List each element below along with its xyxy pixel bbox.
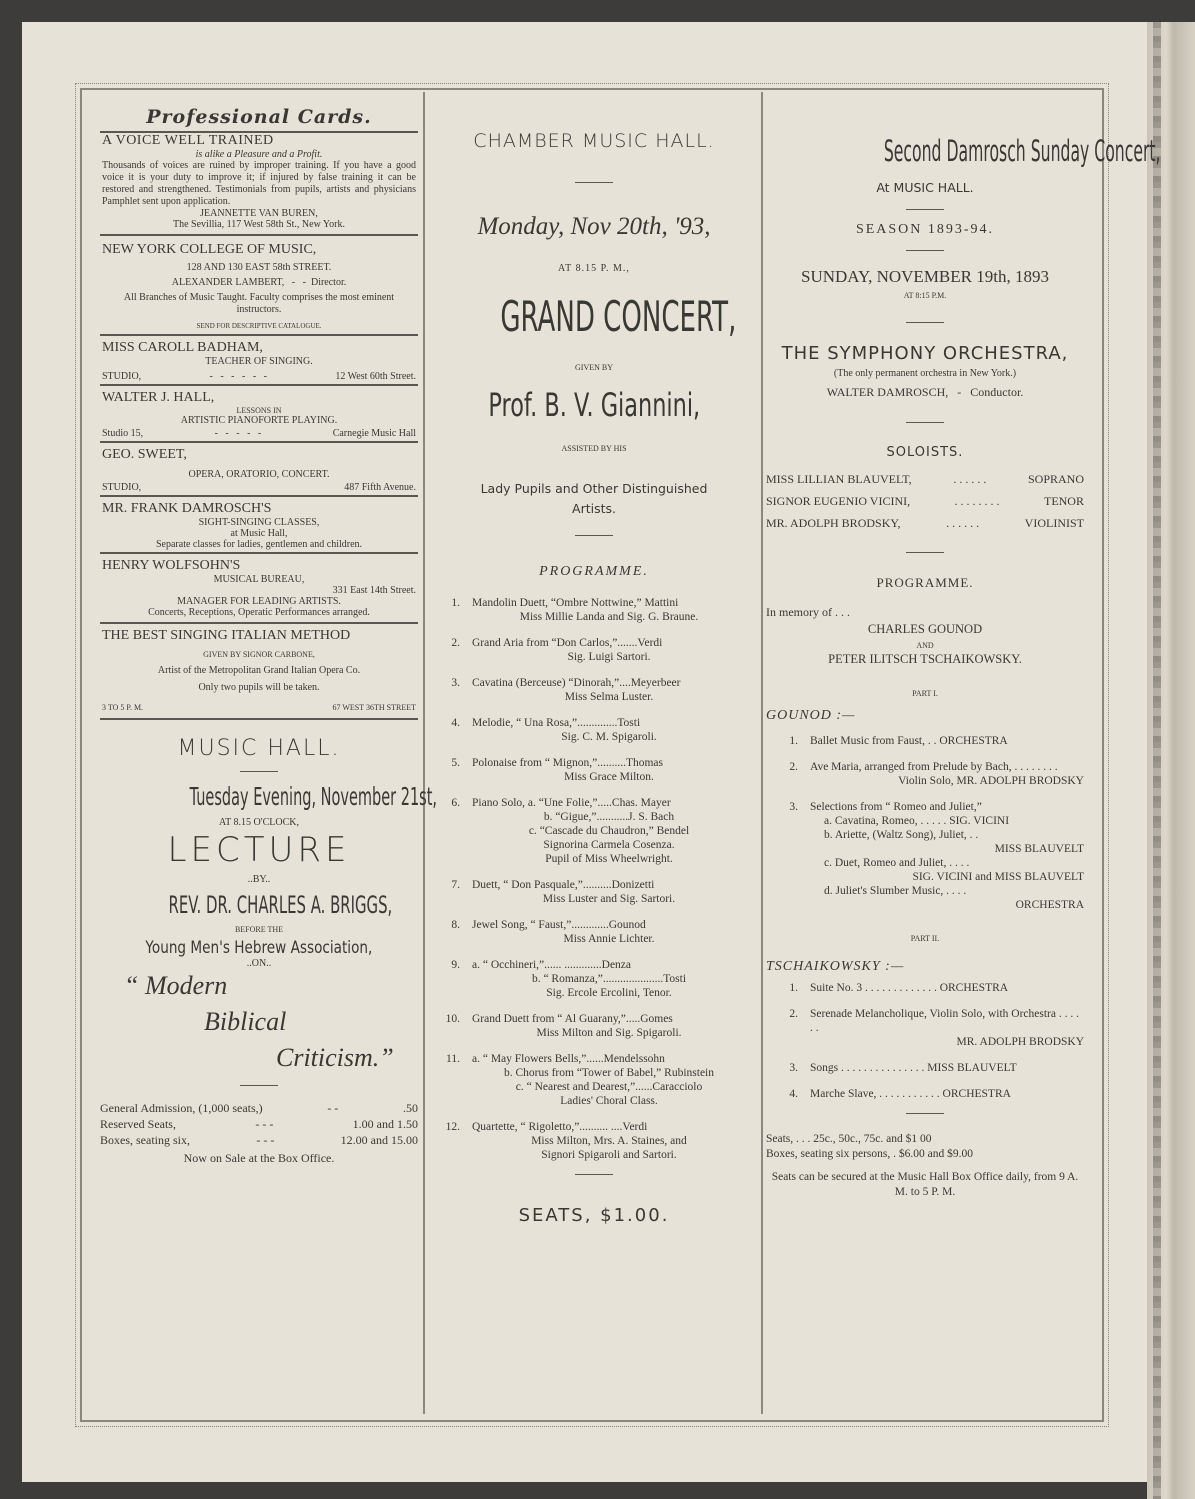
- soloist-row: MISS LILLIAN BLAUVELT, . . . . . . SOPRANO: [766, 472, 1084, 486]
- programme-item: [766, 1007, 1084, 1049]
- cards-header: Professional Cards.: [146, 106, 372, 128]
- programme-line: Mandolin Duett, “Ombre Nottwine,” Mattini: [472, 597, 679, 609]
- programme-item-number: 6.: [451, 797, 460, 809]
- programme-line: Grand Duett from “ Al Guarany,”.....Gomes: [472, 1013, 673, 1025]
- programme-item-number: 9.: [451, 959, 460, 971]
- programme-item: [766, 1061, 1084, 1075]
- programme-line: c. “Cascade du Chaudron,” Bendel: [528, 825, 690, 837]
- programme-item-number: 5.: [451, 757, 460, 769]
- programme-line: MISS BLAUVELT: [994, 843, 1084, 855]
- programme-item-number: 4.: [789, 1088, 798, 1100]
- orchestra-name: THE SYMPHONY ORCHESTRA,: [781, 343, 1069, 364]
- programme-line: Jewel Song, “ Faust,”.............Gounod: [472, 919, 646, 931]
- column-divider: [423, 92, 426, 1414]
- card-hall: WALTER J. HALL, LESSONS IN ARTISTIC PIANOFORTE PLAYING. Studio 15, - - - - - Carnegie Music Hall: [100, 390, 418, 443]
- programme-line: Ladies' Choral Class.: [560, 1095, 658, 1107]
- programme-item: [766, 1087, 1084, 1101]
- seats-price: SEATS, $1.00.: [518, 1205, 670, 1226]
- programme-line: SIG. VICINI and MISS BLAUVELT: [912, 871, 1084, 883]
- card-badham: MISS CAROLL BADHAM, TEACHER OF SINGING. STUDIO, - - - - - - 12 West 60th Street.: [100, 340, 418, 386]
- programme-line: Ave Maria, arranged from Prelude by Bach, . . . . . . . .: [810, 761, 1058, 773]
- programme-item-number: 1.: [789, 735, 798, 747]
- programme-item-number: 12.: [445, 1121, 460, 1133]
- programme-line: b. Ariette, (Waltz Song), Juliet, . .: [824, 829, 979, 841]
- programme-line: a. “ May Flowers Bells,”......Mendelssohn: [472, 1053, 665, 1065]
- programme-line: Miss Luster and Sig. Sartori.: [542, 893, 676, 905]
- programme-line: a. Cavatina, Romeo, . . . . . SIG. VICINI: [824, 815, 1010, 827]
- part-one-programme: [766, 734, 1084, 912]
- programme-item: [766, 734, 1084, 748]
- programme-line: b. Chorus from “Tower of Babel,” Rubinstein: [504, 1067, 714, 1079]
- programme-line: c. “ Nearest and Dearest,”......Caracciolo: [515, 1081, 703, 1093]
- programme-line: Sig. Luigi Sartori.: [567, 651, 651, 663]
- programme-line: Grand Aria from “Don Carlos,”.......Verdi: [472, 637, 663, 649]
- soloist-row: MR. ADOLPH BRODSKY, . . . . . . VIOLINIST: [766, 516, 1084, 530]
- concert-date: Monday, Nov 20th, '93,: [477, 213, 711, 240]
- programme-item-number: 11.: [446, 1053, 460, 1065]
- programme-line: Miss Annie Lichter.: [563, 933, 655, 945]
- damrosch-title: Second Damrosch Sunday Concert,: [883, 134, 1161, 168]
- grand-concert-programme: [428, 596, 760, 1162]
- card-ny-college: NEW YORK COLLEGE OF MUSIC, 128 AND 130 EAST 58th STREET. ALEXANDER LAMBERT, - - Director. All Branches of Music Taught. Faculty comprises the most eminent instructors. SEND FOR DESCRIPTIVE CATALOGUE.: [100, 242, 418, 336]
- programme-item: [766, 981, 1084, 995]
- programme-line: Miss Milton and Sig. Spigaroli.: [536, 1027, 682, 1039]
- programme-line: Marche Slave, . . . . . . . . . . . ORCHESTRA: [810, 1088, 1011, 1100]
- grand-concert-column: CHAMBER MUSIC HALL. Monday, Nov 20th, '93, AT 8.15 P. M., GRAND CONCERT, GIVEN BY Prof. B. V. Giannini, ASSISTED BY HIS Lady Pupils and Other Distinguished Artists. PROGRAMME. 1. Mandolin Duett, “Ombre Nottwine,” Mattini Miss Millie Landa and Sig. G. Braune. 2. Grand Aria from “Don Carlos,”.......Verdi Sig. Luigi Sartori. 3. Cavatina (Berceuse) “Dinorah,”....Meyerbeer Miss Selma Luster. 4. Melodie, “ Una Rosa,”..............Tosti Sig. C. M. Spigaroli. 5. Polonaise from “ Mignon,”..........Thomas Miss Grace Milton. 6. Piano Solo, a. “Une Folie,”.....Chas. Mayer b. “Gigue,”...........J. S. Bach c. “Cascade du Chaudron,” Bendel Signorina Carmela Cosenza. Pupil of Miss Wheelwright. 7. Duett, “ Don Pasquale,”..........Donizetti Miss Luster and Sig. Sartori. 8. Jewel Song, “ Faust,”.............Gounod Miss Annie Lichter. 9. a. “ Occhineri,”...... .............Denza b. “ Romanza,”.....................Tosti Sig. Ercole Ercolini, Tenor. 10. Grand Duett from “ Al Guarany,”.....Gomes Miss Milton and Sig. Spigaroli. 11. a. “ May Flowers Bells,”......Mendelssohn b. Chorus from “Tower of Babel,” Rubinstein c. “ Nearest and Dearest,”......Caracciolo Ladies' Choral Class. 12. Quartette, “ Rigoletto,”.......... ....Verdi Miss Milton, Mrs. A. Staines, and Signori Spigaroli and Sartori. SEATS, $1.00.: [428, 92, 760, 1414]
- programme-line: Duett, “ Don Pasquale,”..........Donizetti: [472, 879, 655, 891]
- programme-item-number: 3.: [451, 677, 460, 689]
- programme-item-number: 1.: [789, 982, 798, 994]
- programme-item: [428, 716, 746, 744]
- programme-item: [428, 756, 746, 784]
- programme-item: [428, 958, 746, 1000]
- price-row: Reserved Seats, - - - 1.00 and 1.50: [100, 1117, 418, 1131]
- programme-line: Violin Solo, MR. ADOLPH BRODSKY: [898, 775, 1084, 787]
- programme-line: Sig. C. M. Spigaroli.: [561, 731, 657, 743]
- programme-line: Miss Milton, Mrs. A. Staines, and: [531, 1135, 687, 1147]
- price-row: Boxes, seating six, - - - 12.00 and 15.00: [100, 1133, 418, 1147]
- programme-line: Signori Spigaroli and Sartori.: [541, 1149, 677, 1161]
- programme-line: a. “ Occhineri,”...... .............Denza: [472, 959, 632, 971]
- column-divider: [761, 92, 764, 1414]
- programme-item-number: 7.: [451, 879, 460, 891]
- programme-item: [428, 918, 746, 946]
- programme-line: Miss Selma Luster.: [564, 691, 654, 703]
- programme-item-number: 3.: [789, 801, 798, 813]
- price-row: General Admission, (1,000 seats,) - - .50: [100, 1101, 418, 1115]
- performer-name: Prof. B. V. Giannini,: [488, 386, 700, 424]
- card-carbone: THE BEST SINGING ITALIAN METHOD GIVEN BY SIGNOR CARBONE, Artist of the Metropolitan Grand Italian Opera Co. Only two pupils will be taken. 3 TO 5 P. M. 67 WEST 36TH STREET: [102, 628, 416, 712]
- programme-item-number: 8.: [451, 919, 460, 931]
- programme-item-number: 2.: [789, 1008, 798, 1020]
- programme-line: Serenade Melancholique, Violin Solo, with Orchestra . . . . . .: [810, 1008, 1079, 1034]
- programme-line: Melodie, “ Una Rosa,”..............Tosti: [472, 717, 641, 729]
- programme-item-number: 3.: [789, 1062, 798, 1074]
- programme-line: Pupil of Miss Wheelwright.: [545, 853, 673, 865]
- programme-line: Piano Solo, a. “Une Folie,”.....Chas. Mayer: [472, 797, 671, 809]
- page-edge: [1147, 22, 1195, 1499]
- programme-item: [428, 1052, 746, 1108]
- programme-line: Sig. Ercole Ercolini, Tenor.: [546, 987, 672, 999]
- programme-line: b. “Gigue,”...........J. S. Bach: [543, 811, 675, 823]
- damrosch-column: Second Damrosch Sunday Concert, At MUSIC HALL. SEASON 1893-94. SUNDAY, NOVEMBER 19th, 1893 AT 8:15 P.M. THE SYMPHONY ORCHESTRA, (The only permanent orchestra in New York.) WALTER DAMROSCH, - Conductor. SOLOISTS. MISS LILLIAN BLAUVELT, . . . . . . SOPRANO SIGNOR EUGENIO VICINI, . . . . . . . . TENOR MR. ADOLPH BRODSKY, . . . . . . VIOLINIST PROGRAMME. In memory of . . . CHARLES GOUNOD AND PETER ILITSCH TSCHAIKOWSKY. PART I. GOUNOD :— 1. Ballet Music from Faust, . . ORCHESTRA 2. Ave Maria, arranged from Prelude by Bach, . . . . . . . . Violin Solo, MR. ADOLPH BRODSKY 3. Selections from “ Romeo and Juliet,” a. Cavatina, Romeo, . . . . . SIG. VICINI b. Ariette, (Waltz Song), Juliet, . . MISS BLAUVELT c. Duet, Romeo and Juliet, . . . . SIG. VICINI and MISS BLAUVELT d. Juliet's Slumber Music, . . . . ORCHESTRA PART II. TSCHAIKOWSKY :— 1. Suite No. 3 . . . . . . . . . . . . . ORCHESTRA 2. Serenade Melancholique, Violin Solo, with Orchestra . . . . . . MR. ADOLPH BRODSKY 3. Songs . . . . . . . . . . . . . . . MISS BLAUVELT 4. Marche Slave, . . . . . . . . . . . ORCHESTRA Seats, . . . 25c., 50c., 75c. and $1 00 Boxes, seating six persons, . $6.00 and $9.00 Seats can be secured at the Music Hall Box Office daily, from 9 A. M. to 5 P. M.: [766, 134, 1161, 1198]
- programme-line: d. Juliet's Slumber Music, . . . .: [824, 885, 967, 897]
- lecture-ad: MUSIC HALL. Tuesday Evening, November 21st, AT 8.15 O'CLOCK, LECTURE ..BY.. REV. DR. CHARLES A. BRIGGS, BEFORE THE Young Men's Hebrew Association, ..ON.. “ Modern Biblical Criticism.” General Admission, (1,000 seats,) - - .50 Reserved Seats, - - - 1.00 and 1.50 Boxes, seating six, - - - 12.00 and 15.00 Now on Sale at the Box Office.: [100, 736, 438, 1165]
- programme-item: [428, 676, 746, 704]
- programme-line: Ballet Music from Faust, . . ORCHESTRA: [810, 735, 1008, 747]
- card-damrosch: MR. FRANK DAMROSCH'S SIGHT-SINGING CLASSES, at Music Hall, Separate classes for ladies, gentlemen and children.: [100, 501, 418, 554]
- programme-line: Quartette, “ Rigoletto,”.......... ....Verdi: [472, 1121, 648, 1133]
- programme-item-number: 2.: [789, 761, 798, 773]
- programme-line: Miss Grace Milton.: [564, 771, 654, 783]
- professional-cards-column: [100, 92, 438, 1414]
- concert-title: GRAND CONCERT,: [500, 292, 737, 341]
- programme-line: MR. ADOLPH BRODSKY: [956, 1036, 1084, 1048]
- programme-line: Cavatina (Berceuse) “Dinorah,”....Meyerbeer: [472, 677, 681, 689]
- programme-item-number: 1.: [451, 597, 460, 609]
- programme-item: [428, 796, 746, 866]
- programme-line: c. Duet, Romeo and Juliet, . . . .: [824, 857, 970, 869]
- programme-item: [428, 1012, 746, 1040]
- programme-item: [766, 760, 1084, 788]
- programme-item: [428, 878, 746, 906]
- card-voice: A VOICE WELL TRAINED is alike a Pleasure and a Profit. Thousands of voices are ruined by improper training. If you have a good voice it is your duty to improve it; if injured by false training it can be restored and strengthened. Testimonials from pupils, artists and physicians Pamphlet sent upon application. JEANNETTE VAN BUREN, The Sevillia, 117 West 58th St., New York.: [100, 133, 418, 236]
- part-two-programme: [766, 981, 1084, 1101]
- soloists-list: [766, 468, 1084, 534]
- programme-item: [428, 636, 746, 664]
- soloist-row: SIGNOR EUGENIO VICINI, . . . . . . . . TENOR: [766, 494, 1084, 508]
- programme-item: [428, 1120, 746, 1162]
- programme-item-number: 2.: [451, 637, 460, 649]
- programme-line: Songs . . . . . . . . . . . . . . . MISS BLAUVELT: [810, 1062, 1017, 1074]
- card-wolfsohn: HENRY WOLFSOHN'S MUSICAL BUREAU, 331 East 14th Street. MANAGER FOR LEADING ARTISTS. Concerts, Receptions, Operatic Performances arranged.: [100, 558, 418, 624]
- card-sweet: GEO. SWEET, OPERA, ORATORIO, CONCERT. STUDIO, 487 Fifth Avenue.: [100, 447, 418, 497]
- programme-item: [766, 800, 1084, 912]
- programme-line: Suite No. 3 . . . . . . . . . . . . . ORCHESTRA: [810, 982, 1009, 994]
- programme-line: b. “ Romanza,”.....................Tosti: [531, 973, 687, 985]
- venue-title: CHAMBER MUSIC HALL.: [473, 130, 715, 152]
- programme-item: [428, 596, 746, 624]
- programme-line: Miss Millie Landa and Sig. G. Braune.: [519, 611, 699, 623]
- programme-line: ORCHESTRA: [1015, 899, 1084, 911]
- programme-line: Polonaise from “ Mignon,”..........Thomas: [472, 757, 664, 769]
- programme-item-number: 4.: [451, 717, 460, 729]
- programme-item-number: 10.: [445, 1013, 460, 1025]
- programme-line: Signorina Carmela Cosenza.: [543, 839, 675, 851]
- programme-line: Selections from “ Romeo and Juliet,”: [810, 801, 982, 813]
